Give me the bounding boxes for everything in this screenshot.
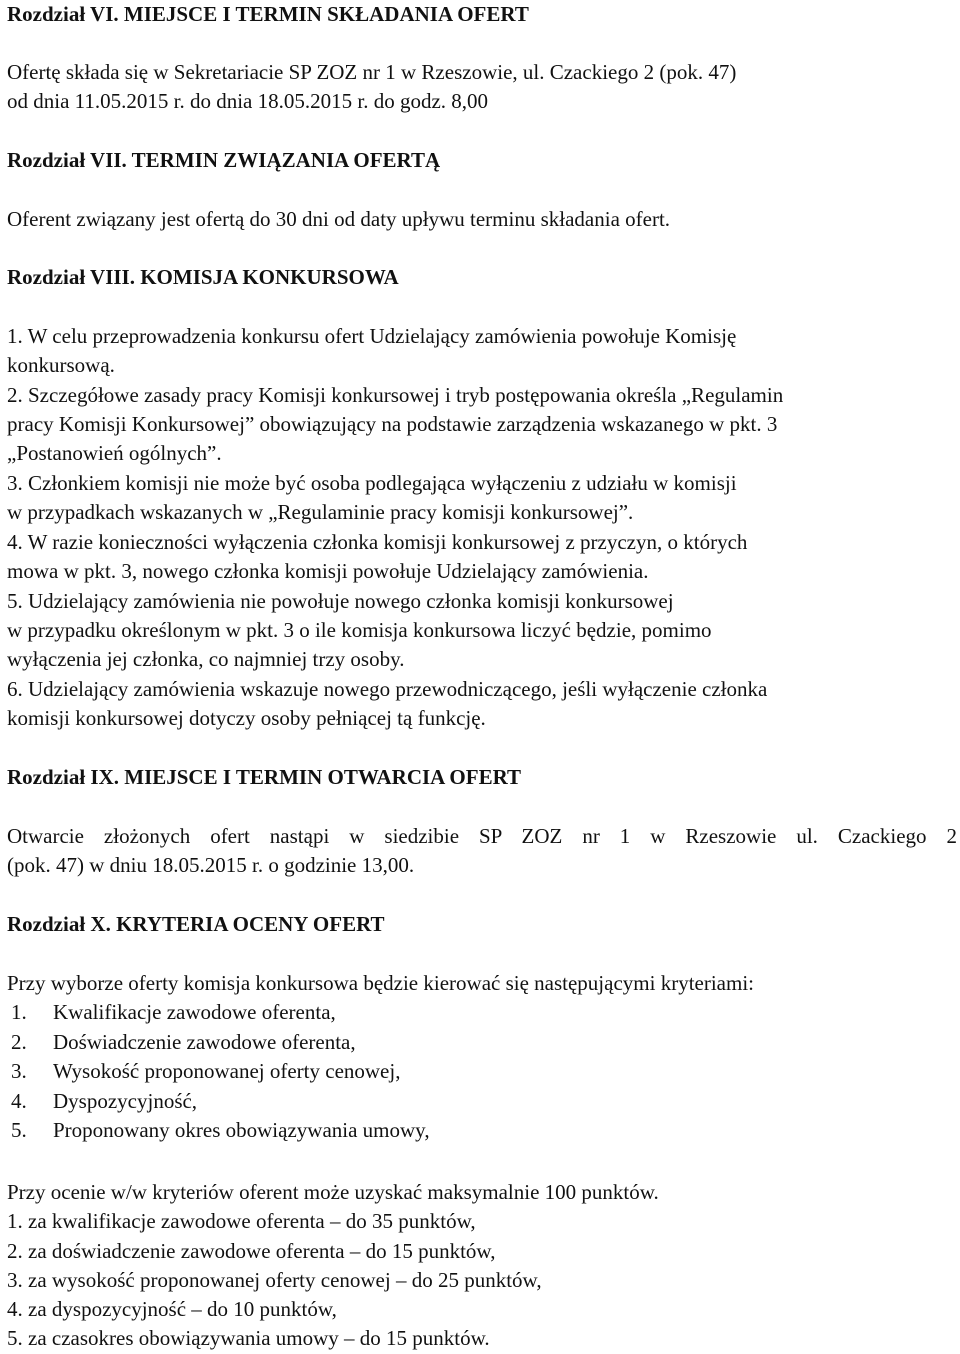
section-9-heading — [7, 763, 521, 792]
criteria-number: 4. — [11, 1089, 27, 1113]
section-8-label: Rozdział VIII. — [7, 265, 135, 289]
section-8-heading — [7, 263, 399, 292]
section-9-label: Rozdział IX. — [7, 765, 119, 789]
section-7-line-1: Oferent związany jest ofertą do 30 dni od daty upływu terminu składania ofert. — [7, 207, 671, 231]
section-8-line: konkursową. — [7, 353, 115, 377]
criteria-item — [7, 1116, 430, 1145]
section-10-label: Rozdział X. — [7, 912, 111, 936]
criteria-text: Kwalifikacje zawodowe oferenta, — [53, 1000, 336, 1024]
section-8-line: 5. Udzielający zamówienia nie powołuje nowego członka komisji konkursowej — [7, 589, 674, 613]
criteria-intro: Przy wyborze oferty komisja konkursowa będzie kierować się następującymi kryteriami: — [7, 971, 755, 995]
section-8-line: mowa w pkt. 3, nowego członka komisji powołuje Udzielający zamówienia. — [7, 559, 649, 583]
points-intro: Przy ocenie w/w kryteriów oferent może uzyskać maksymalnie 100 punktów. — [7, 1180, 659, 1204]
points-item: 4. za dyspozycyjność – do 10 punktów, — [7, 1297, 337, 1321]
section-6-heading — [7, 0, 529, 29]
section-8-title: KOMISJA KONKURSOWA — [140, 265, 399, 289]
points-item: 3. za wysokość proponowanej oferty cenowej – do 25 punktów, — [7, 1268, 542, 1292]
section-8-line: pracy Komisji Konkursowej” obowiązujący na podstawie zarządzenia wskazanego w pkt. 3 — [7, 412, 778, 436]
section-9-title: MIEJSCE I TERMIN OTWARCIA OFERT — [124, 765, 522, 789]
section-6-line-2: od dnia 11.05.2015 r. do dnia 18.05.2015 r. do godz. 8,00 — [7, 89, 489, 113]
section-8-line: „Postanowień ogólnych”. — [7, 441, 222, 465]
section-8-line: w przypadku określonym w pkt. 3 o ile komisja konkursowa liczyć będzie, pomimo — [7, 618, 712, 642]
criteria-item — [7, 1087, 197, 1116]
section-8-line: komisji konkursowej dotyczy osoby pełniącej tą funkcję. — [7, 706, 486, 730]
section-8-line: 2. Szczegółowe zasady pracy Komisji konkursowej i tryb postępowania określa „Regulamin — [7, 383, 784, 407]
criteria-number: 1. — [11, 1000, 27, 1024]
criteria-text: Wysokość proponowanej oferty cenowej, — [53, 1059, 401, 1083]
section-9-line-1: Otwarcie złożonych ofert nastąpi w siedzibie SP ZOZ nr 1 w Rzeszowie ul. Czackiego 2 — [7, 824, 957, 848]
section-8-line: w przypadkach wskazanych w „Regulaminie pracy komisji konkursowej”. — [7, 500, 634, 524]
section-7-label: Rozdział VII. — [7, 148, 127, 172]
section-8-line: wyłączenia jej członka, co najmniej trzy osoby. — [7, 647, 405, 671]
points-item: 5. za czasokres obowiązywania umowy – do 15 punktów. — [7, 1326, 490, 1350]
criteria-text: Proponowany okres obowiązywania umowy, — [53, 1118, 430, 1142]
section-8-line: 3. Członkiem komisji nie może być osoba podlegająca wyłączeniu z udziału w komisji — [7, 471, 737, 495]
criteria-number: 5. — [11, 1118, 27, 1142]
section-10-title: KRYTERIA OCENY OFERT — [116, 912, 385, 936]
section-8-line: 1. W celu przeprowadzenia konkursu ofert Udzielający zamówienia powołuje Komisję — [7, 324, 737, 348]
criteria-text: Doświadczenie zawodowe oferenta, — [53, 1030, 356, 1054]
criteria-number: 2. — [11, 1030, 27, 1054]
section-7-title: TERMIN ZWIĄZANIA OFERTĄ — [131, 148, 441, 172]
points-item: 1. za kwalifikacje zawodowe oferenta – do 35 punktów, — [7, 1209, 476, 1233]
criteria-number: 3. — [11, 1059, 27, 1083]
section-10-heading — [7, 910, 385, 939]
section-8-line: 4. W razie konieczności wyłączenia członka komisji konkursowej z przyczyn, o których — [7, 530, 748, 554]
criteria-item — [7, 998, 336, 1027]
criteria-text: Dyspozycyjność, — [53, 1089, 198, 1113]
section-8-line: 6. Udzielający zamówienia wskazuje nowego przewodniczącego, jeśli wyłączenie członka — [7, 677, 768, 701]
section-7-heading — [7, 146, 440, 175]
section-6-label: Rozdział VI. — [7, 2, 119, 26]
section-9-line-2: (pok. 47) w dniu 18.05.2015 r. o godzinie 13,00. — [7, 853, 415, 877]
criteria-item — [7, 1057, 400, 1086]
section-6-line-1: Ofertę składa się w Sekretariacie SP ZOZ nr 1 w Rzeszowie, ul. Czackiego 2 (pok. 47) — [7, 60, 737, 84]
section-6-title: MIEJSCE I TERMIN SKŁADANIA OFERT — [123, 2, 529, 26]
criteria-item — [7, 1028, 356, 1057]
points-item: 2. za doświadczenie zawodowe oferenta – do 15 punktów, — [7, 1239, 496, 1263]
